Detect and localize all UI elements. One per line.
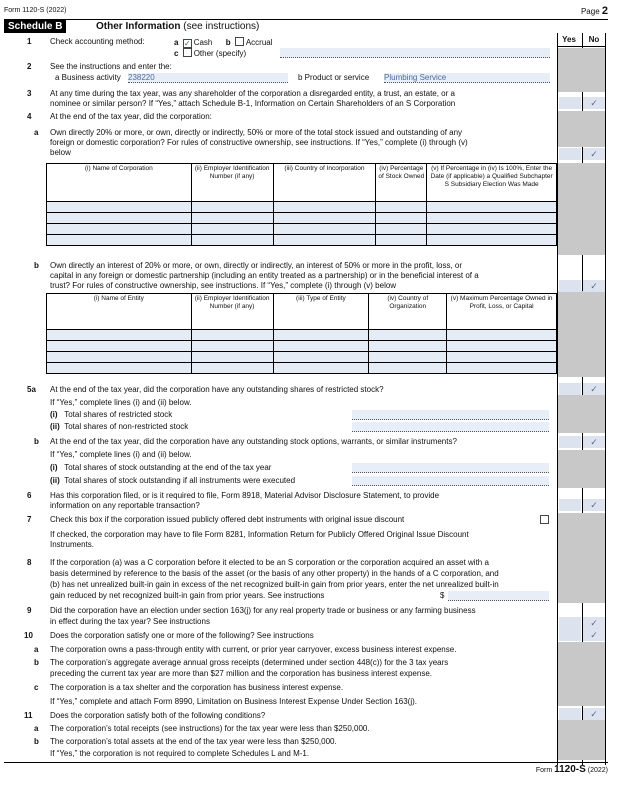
q11-note: If “Yes,” the corporation is not required to complete Schedules L and M-1. bbox=[50, 749, 310, 758]
table-row bbox=[47, 363, 557, 374]
line-letter: b bbox=[34, 737, 39, 746]
line-number: 11 bbox=[24, 711, 33, 720]
q5b-no-box[interactable]: ✓ bbox=[583, 436, 605, 448]
q4a-no-box[interactable]: ✓ bbox=[583, 148, 605, 160]
q2-text: See the instructions and enter the: bbox=[50, 62, 172, 71]
q10-b-line1: The corporation’s aggregate average annual gross receipts (determined under section 448(c)) for the 3 tax years bbox=[50, 658, 449, 667]
yes-header: Yes bbox=[562, 35, 576, 44]
q1-options-ab: a ✓ Cash b Accrual bbox=[174, 38, 273, 48]
q10-b-line2: preceding the current tax year are more than $27 million and the corporation has business interest expense. bbox=[50, 669, 432, 678]
q7-line1: Check this box if the corporation issued publicly offered debt instruments with original issue discount bbox=[50, 515, 405, 524]
top-rule bbox=[4, 19, 608, 20]
shade-block bbox=[558, 291, 605, 377]
q8-line1: If the corporation (a) was a C corporation before it elected to be an S corporation or the corporation acquired an asset with a bbox=[50, 558, 489, 567]
q9-line1: Did the corporation have an election under section 163(j) for any real property trade or business or any farming business bbox=[50, 606, 476, 615]
q3-yes-box[interactable] bbox=[559, 97, 581, 109]
shade-block bbox=[558, 720, 605, 760]
q9-no-box[interactable]: ✓ bbox=[583, 617, 605, 629]
line-number: 4 bbox=[27, 112, 32, 121]
shade-block bbox=[558, 642, 605, 706]
q11-no-box[interactable]: ✓ bbox=[583, 708, 605, 720]
table-row bbox=[47, 352, 557, 363]
q11-text: Does the corporation satisfy both of the following conditions? bbox=[50, 711, 266, 720]
yes-no-header bbox=[557, 33, 606, 47]
line-number: 7 bbox=[27, 515, 32, 524]
product-service-field[interactable]: Plumbing Service bbox=[384, 73, 550, 83]
table-row bbox=[47, 341, 557, 352]
q5a-i: (i) Total shares of restricted stock bbox=[50, 410, 173, 419]
q5b-ii: (ii) Total shares of stock outstanding if all instruments were executed bbox=[50, 476, 296, 485]
col-header: (v) If Percentage in (iv) Is 100%, Enter the Date (if applicable) a Qualified Subchapter S Subsidiary Election Was Made bbox=[427, 164, 557, 202]
q11-a-text: The corporation’s total receipts (see instructions) for the tax year were less than $250,000. bbox=[50, 724, 370, 733]
shade-block bbox=[558, 395, 605, 433]
no-header: No bbox=[588, 35, 600, 44]
q10-yes-box[interactable] bbox=[559, 629, 581, 641]
business-activity-label: a Business activity bbox=[55, 73, 121, 82]
q5b-line2: If “Yes,” complete lines (i) and (ii) below. bbox=[50, 450, 192, 459]
line-letter: a bbox=[34, 724, 39, 733]
q6-no-box[interactable]: ✓ bbox=[583, 499, 605, 511]
shade-block bbox=[558, 163, 605, 255]
table-row bbox=[47, 235, 557, 246]
q7-line3: Instruments. bbox=[50, 540, 95, 549]
col-header: (iv) Percentage of Stock Owned bbox=[376, 164, 427, 202]
line-number: 6 bbox=[27, 491, 32, 500]
line-number: 2 bbox=[27, 62, 32, 71]
line-letter: c bbox=[34, 683, 39, 692]
q10-a-text: The corporation owns a pass-through entity with current, or prior year carryover, excess business interest expense. bbox=[50, 645, 457, 654]
col-header: (ii) Employer Identification Number (if any) bbox=[191, 294, 273, 330]
q8-line3: (b) has net unrealized built-in gain in excess of the net recognized built-in gain from prior years, enter the net unrealized built-in bbox=[50, 580, 499, 589]
q5b-i: (i) Total shares of stock outstanding at the end of the tax year bbox=[50, 463, 272, 472]
shade-block bbox=[558, 48, 605, 92]
table-row bbox=[47, 202, 557, 213]
col-header: (iv) Country of Organization bbox=[369, 294, 447, 330]
q5a-line1: At the end of the tax year, did the corporation have any outstanding shares of restricted stock? bbox=[50, 385, 384, 394]
other-checkbox[interactable] bbox=[183, 48, 192, 57]
q5b-line1: At the end of the tax year, did the corporation have any outstanding stock options, warrants, or similar instruments? bbox=[50, 437, 457, 446]
accrual-checkbox[interactable] bbox=[235, 37, 244, 46]
shade-block bbox=[558, 513, 605, 603]
q4b-line3: trust? For rules of constructive ownership, see instructions. If “Yes,” complete (i) through (v) below bbox=[50, 281, 397, 290]
q4b-line2: capital in any foreign or domestic partnership (including an entity treated as a partnership) or in the beneficial interest of a bbox=[50, 271, 479, 280]
q8-line2: basis determined by reference to the basis of the asset (or the basis of any other property) in the hands of a C corporation, and bbox=[50, 569, 499, 578]
q11-yes-box[interactable] bbox=[559, 708, 581, 720]
table-row bbox=[47, 224, 557, 235]
line-letter: a bbox=[34, 645, 39, 654]
line-number: 10 bbox=[24, 631, 33, 640]
line-number: 5a bbox=[27, 385, 36, 394]
q7-line2: If checked, the corporation may have to file Form 8281, Information Return for Publicly Offered Original Issue Discount bbox=[50, 530, 469, 539]
schedule-tag: Schedule B bbox=[4, 20, 66, 33]
q10-c-text: The corporation is a tax shelter and the corporation has business interest expense. bbox=[50, 683, 344, 692]
q4-text: At the end of the tax year, did the corporation: bbox=[50, 112, 212, 121]
line-number: 9 bbox=[27, 606, 32, 615]
shade-block bbox=[558, 111, 605, 147]
q11-b-text: The corporation’s total assets at the end of the tax year were less than $250,000. bbox=[50, 737, 337, 746]
q5a-no-box[interactable]: ✓ bbox=[583, 383, 605, 395]
q6-yes-box[interactable] bbox=[559, 499, 581, 511]
q1-text: Check accounting method: bbox=[50, 37, 145, 46]
cash-checkbox[interactable]: ✓ bbox=[183, 39, 191, 48]
q4a-line1: Own directly 20% or more, or own, directly or indirectly, 50% or more of the total stock issued and outstanding of any bbox=[50, 128, 463, 137]
col-header: (i) Name of Corporation bbox=[47, 164, 192, 202]
line-number: 8 bbox=[27, 558, 32, 567]
non-restricted-shares-field[interactable] bbox=[352, 422, 549, 432]
line-number: 3 bbox=[27, 89, 32, 98]
oid-checkbox[interactable] bbox=[540, 515, 549, 524]
restricted-shares-field[interactable] bbox=[352, 410, 549, 420]
q3-line1: At any time during the tax year, was any shareholder of the corporation a disregarded entity, a trust, an estate, or a bbox=[50, 89, 455, 98]
q4b-yes-box[interactable] bbox=[559, 280, 581, 292]
other-specify-field[interactable] bbox=[280, 48, 550, 58]
footer-form-id: Form 1120-S (2022) bbox=[535, 764, 608, 775]
table-row bbox=[47, 213, 557, 224]
col-header: (ii) Employer Identification Number (if any) bbox=[191, 164, 273, 202]
col-header: (v) Maximum Percentage Owned in Profit, Loss, or Capital bbox=[447, 294, 557, 330]
q9-yes-box[interactable] bbox=[559, 617, 581, 629]
q4a-yes-box[interactable] bbox=[559, 148, 581, 160]
line-number: 1 bbox=[27, 37, 32, 46]
q10-no-box[interactable]: ✓ bbox=[583, 629, 605, 641]
outstanding-shares-field[interactable] bbox=[352, 463, 549, 473]
business-activity-field[interactable]: 238220 bbox=[128, 73, 288, 83]
q10-text: Does the corporation satisfy one or more of the following? See instructions bbox=[50, 631, 314, 640]
schedule-title: Other Information (see instructions) bbox=[96, 21, 260, 32]
line-letter: b bbox=[34, 658, 39, 667]
q5a-ii: (ii) Total shares of non-restricted stock bbox=[50, 422, 189, 431]
q3-line2: nominee or similar person? If “Yes,” attach Schedule B-1, Information on Certain Shareholders of an S Corporation bbox=[50, 99, 456, 108]
q5b-yes-box[interactable] bbox=[559, 436, 581, 448]
line-letter: a bbox=[34, 128, 39, 137]
shade-block bbox=[558, 450, 605, 488]
q4b-line1: Own directly an interest of 20% or more, or own, directly or indirectly, an interest of 50% or more in the profit, loss, or bbox=[50, 261, 463, 270]
q6-line1: Has this corporation filed, or is it required to file, Form 8918, Material Advisor Disclosure Statement, to provide bbox=[50, 491, 440, 500]
q4a-line2: foreign or domestic corporation? For rules of constructive ownership, see instructions. If “Yes,” complete (i) through (v) bbox=[50, 138, 468, 147]
q1-option-c: c Other (specify) bbox=[174, 49, 247, 58]
corporation-table bbox=[46, 163, 557, 246]
q5a-line2: If “Yes,” complete lines (i) and (ii) below. bbox=[50, 398, 192, 407]
entity-table bbox=[46, 293, 557, 374]
built-in-gain-field[interactable] bbox=[448, 591, 549, 601]
q4b-no-box[interactable]: ✓ bbox=[583, 280, 605, 292]
product-service-label: b Product or service bbox=[298, 73, 370, 82]
page-number: Page 2 bbox=[580, 5, 608, 17]
executed-shares-field[interactable] bbox=[352, 476, 549, 486]
q10-note: If “Yes,” complete and attach Form 8990, Limitation on Business Interest Expense Under Section 163(j). bbox=[50, 697, 418, 706]
q5a-yes-box[interactable] bbox=[559, 383, 581, 395]
col-header: (iii) Country of Incorporation bbox=[273, 164, 376, 202]
line-letter: b bbox=[34, 437, 39, 446]
q9-line2: in effect during the tax year? See instructions bbox=[50, 617, 210, 626]
line-letter: b bbox=[34, 261, 39, 270]
q4a-line3: below bbox=[50, 148, 71, 157]
col-header: (iii) Type of Entity bbox=[273, 294, 369, 330]
dollar-sign: $ bbox=[440, 591, 445, 600]
q6-line2: information on any reportable transaction? bbox=[50, 501, 200, 510]
form-id: Form 1120-S (2022) bbox=[4, 7, 67, 14]
q3-no-box[interactable]: ✓ bbox=[583, 97, 605, 109]
bottom-rule bbox=[4, 762, 608, 763]
table-row bbox=[47, 330, 557, 341]
q8-line4: gain reduced by net recognized built-in gain from prior years. See instructions bbox=[50, 591, 325, 600]
col-header: (i) Name of Entity bbox=[47, 294, 192, 330]
